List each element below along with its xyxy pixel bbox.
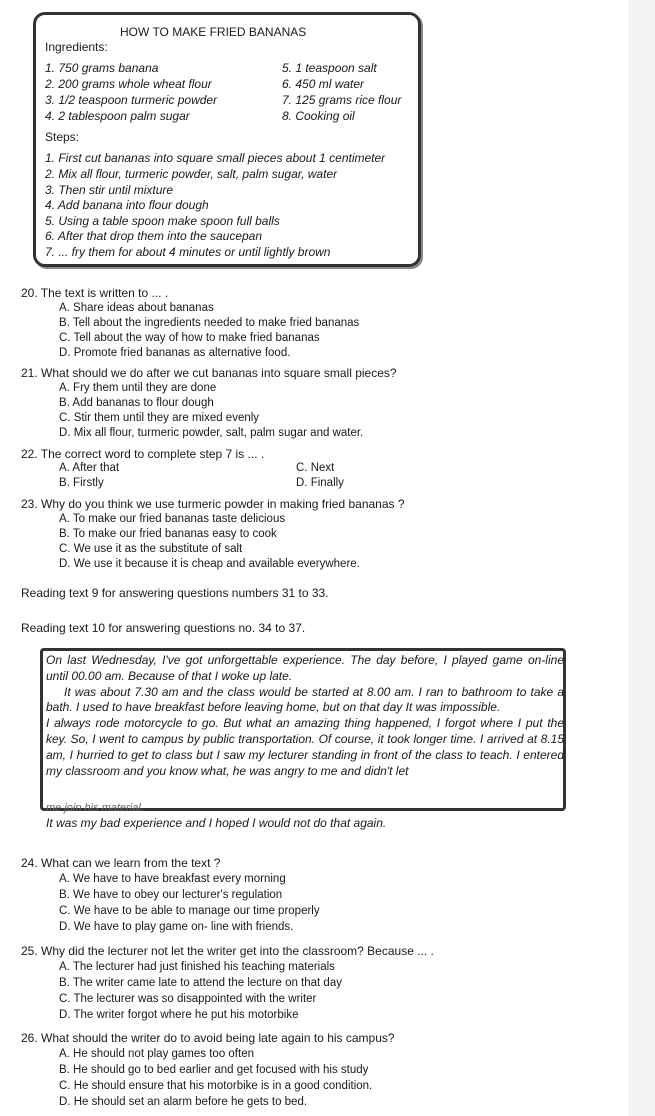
option: D. He should set an alarm before he gets to bed. xyxy=(59,1096,308,1108)
ingredient-item: 7. 125 grams rice flour xyxy=(282,93,402,107)
option: C. Next xyxy=(296,462,335,474)
option: A. He should not play games too often xyxy=(59,1048,254,1060)
steps-label: Steps: xyxy=(45,130,80,144)
question-20: 20. The text is written to ... . xyxy=(21,286,169,300)
story-cut-line: me join his material. xyxy=(46,802,144,814)
ingredient-item: 3. 1/2 teaspoon turmeric powder xyxy=(45,93,218,107)
step-item: 7. ... fry them for about 4 minutes or until lightly brown xyxy=(45,245,331,259)
step-item: 4. Add banana into flour dough xyxy=(45,198,209,212)
page-margin xyxy=(628,0,655,1116)
option: C. Stir them until they are mixed evenly xyxy=(59,412,260,424)
ingredients-label: Ingredients: xyxy=(45,40,108,54)
option: B. Firstly xyxy=(59,477,104,489)
option: A. The lecturer had just finished his teaching materials xyxy=(59,961,335,973)
option: B. To make our fried bananas easy to cook xyxy=(59,528,277,540)
story-closing: It was my bad experience and I hoped I would not do that again. xyxy=(46,816,387,830)
option: C. He should ensure that his motorbike is in a good condition. xyxy=(59,1080,373,1092)
question-22: 22. The correct word to complete step 7 is ... . xyxy=(21,447,265,461)
step-item: 1. First cut bananas into square small pieces about 1 centimeter xyxy=(45,151,386,165)
option: D. Finally xyxy=(296,477,344,489)
option: C. We use it as the substitute of salt xyxy=(59,543,243,555)
option: A. Fry them until they are done xyxy=(59,382,217,394)
reading-instruction-9: Reading text 9 for answering questions numbers 31 to 33. xyxy=(21,586,329,600)
option: B. He should go to bed earlier and get focused with his study xyxy=(59,1064,369,1076)
step-item: 3. Then stir until mixture xyxy=(45,183,174,197)
ingredient-item: 5. 1 teaspoon salt xyxy=(282,61,377,75)
ingredient-item: 1. 750 grams banana xyxy=(45,61,159,75)
option: C. We have to be able to manage our time properly xyxy=(59,905,320,917)
reading-text xyxy=(46,653,564,779)
ingredient-item: 6. 450 ml water xyxy=(282,77,365,91)
option: A. We have to have breakfast every morning xyxy=(59,873,286,885)
question-23: 23. Why do you think we use turmeric powder in making fried bananas ? xyxy=(21,497,405,511)
step-item: 6. After that drop them into the saucepan xyxy=(45,229,263,243)
option: B. The writer came late to attend the lecture on that day xyxy=(59,977,342,989)
story-paragraph: I always rode motorcycle to go. But what an amazing thing happened, I forgot where I put the key. So, I went to campus by public transportation. Of course, it took longer time. I arrived at 8.15 am, I hurried to get to class but I saw my lecturer standing in front of the class to teach. I entered my classroom and you know what, he was angry to me and didn't let xyxy=(46,716,564,778)
option: D. The writer forgot where he put his motorbike xyxy=(59,1009,299,1021)
option: A. Share ideas about bananas xyxy=(59,302,214,314)
question-25: 25. Why did the lecturer not let the writer get into the classroom? Because ... . xyxy=(21,944,434,958)
option: C. The lecturer was so disappointed with the writer xyxy=(59,993,317,1005)
option: C. Tell about the way of how to make fried bananas xyxy=(59,332,320,344)
ingredient-item: 8. Cooking oil xyxy=(282,109,355,123)
option: A. To make our fried bananas taste delicious xyxy=(59,513,286,525)
option: D. Mix all flour, turmeric powder, salt, palm sugar and water. xyxy=(59,427,364,439)
option: B. We have to obey our lecturer's regulation xyxy=(59,889,283,901)
option: D. We use it because it is cheap and available everywhere. xyxy=(59,558,360,570)
step-item: 5. Using a table spoon make spoon full balls xyxy=(45,214,280,228)
option: D. We have to play game on- line with friends. xyxy=(59,921,294,933)
recipe-title: HOW TO MAKE FRIED BANANAS xyxy=(120,25,307,39)
ingredient-item: 2. 200 grams whole wheat flour xyxy=(45,77,212,91)
option: B. Add bananas to flour dough xyxy=(59,397,214,409)
story-paragraph: It was about 7.30 am and the class would be started at 8.00 am. I ran to bathroom to take a bath. I used to have breakfast before leaving home, but on that day It was impossible. xyxy=(46,684,564,715)
reading-instruction-10: Reading text 10 for answering questions no. 34 to 37. xyxy=(21,621,306,635)
question-26: 26. What should the writer do to avoid being late again to his campus? xyxy=(21,1031,395,1045)
question-21: 21. What should we do after we cut bananas into square small pieces? xyxy=(21,366,397,380)
option: B. Tell about the ingredients needed to make fried bananas xyxy=(59,317,360,329)
story-paragraph: On last Wednesday, I've got unforgettable experience. The day before, I played game on-line until 00.00 am. Because of that I woke up late. xyxy=(46,653,564,683)
question-24: 24. What can we learn from the text ? xyxy=(21,856,221,870)
step-item: 2. Mix all flour, turmeric powder, salt, palm sugar, water xyxy=(45,167,338,181)
ingredient-item: 4. 2 tablespoon palm sugar xyxy=(45,109,190,123)
option: D. Promote fried bananas as alternative food. xyxy=(59,347,291,359)
option: A. After that xyxy=(59,462,120,474)
